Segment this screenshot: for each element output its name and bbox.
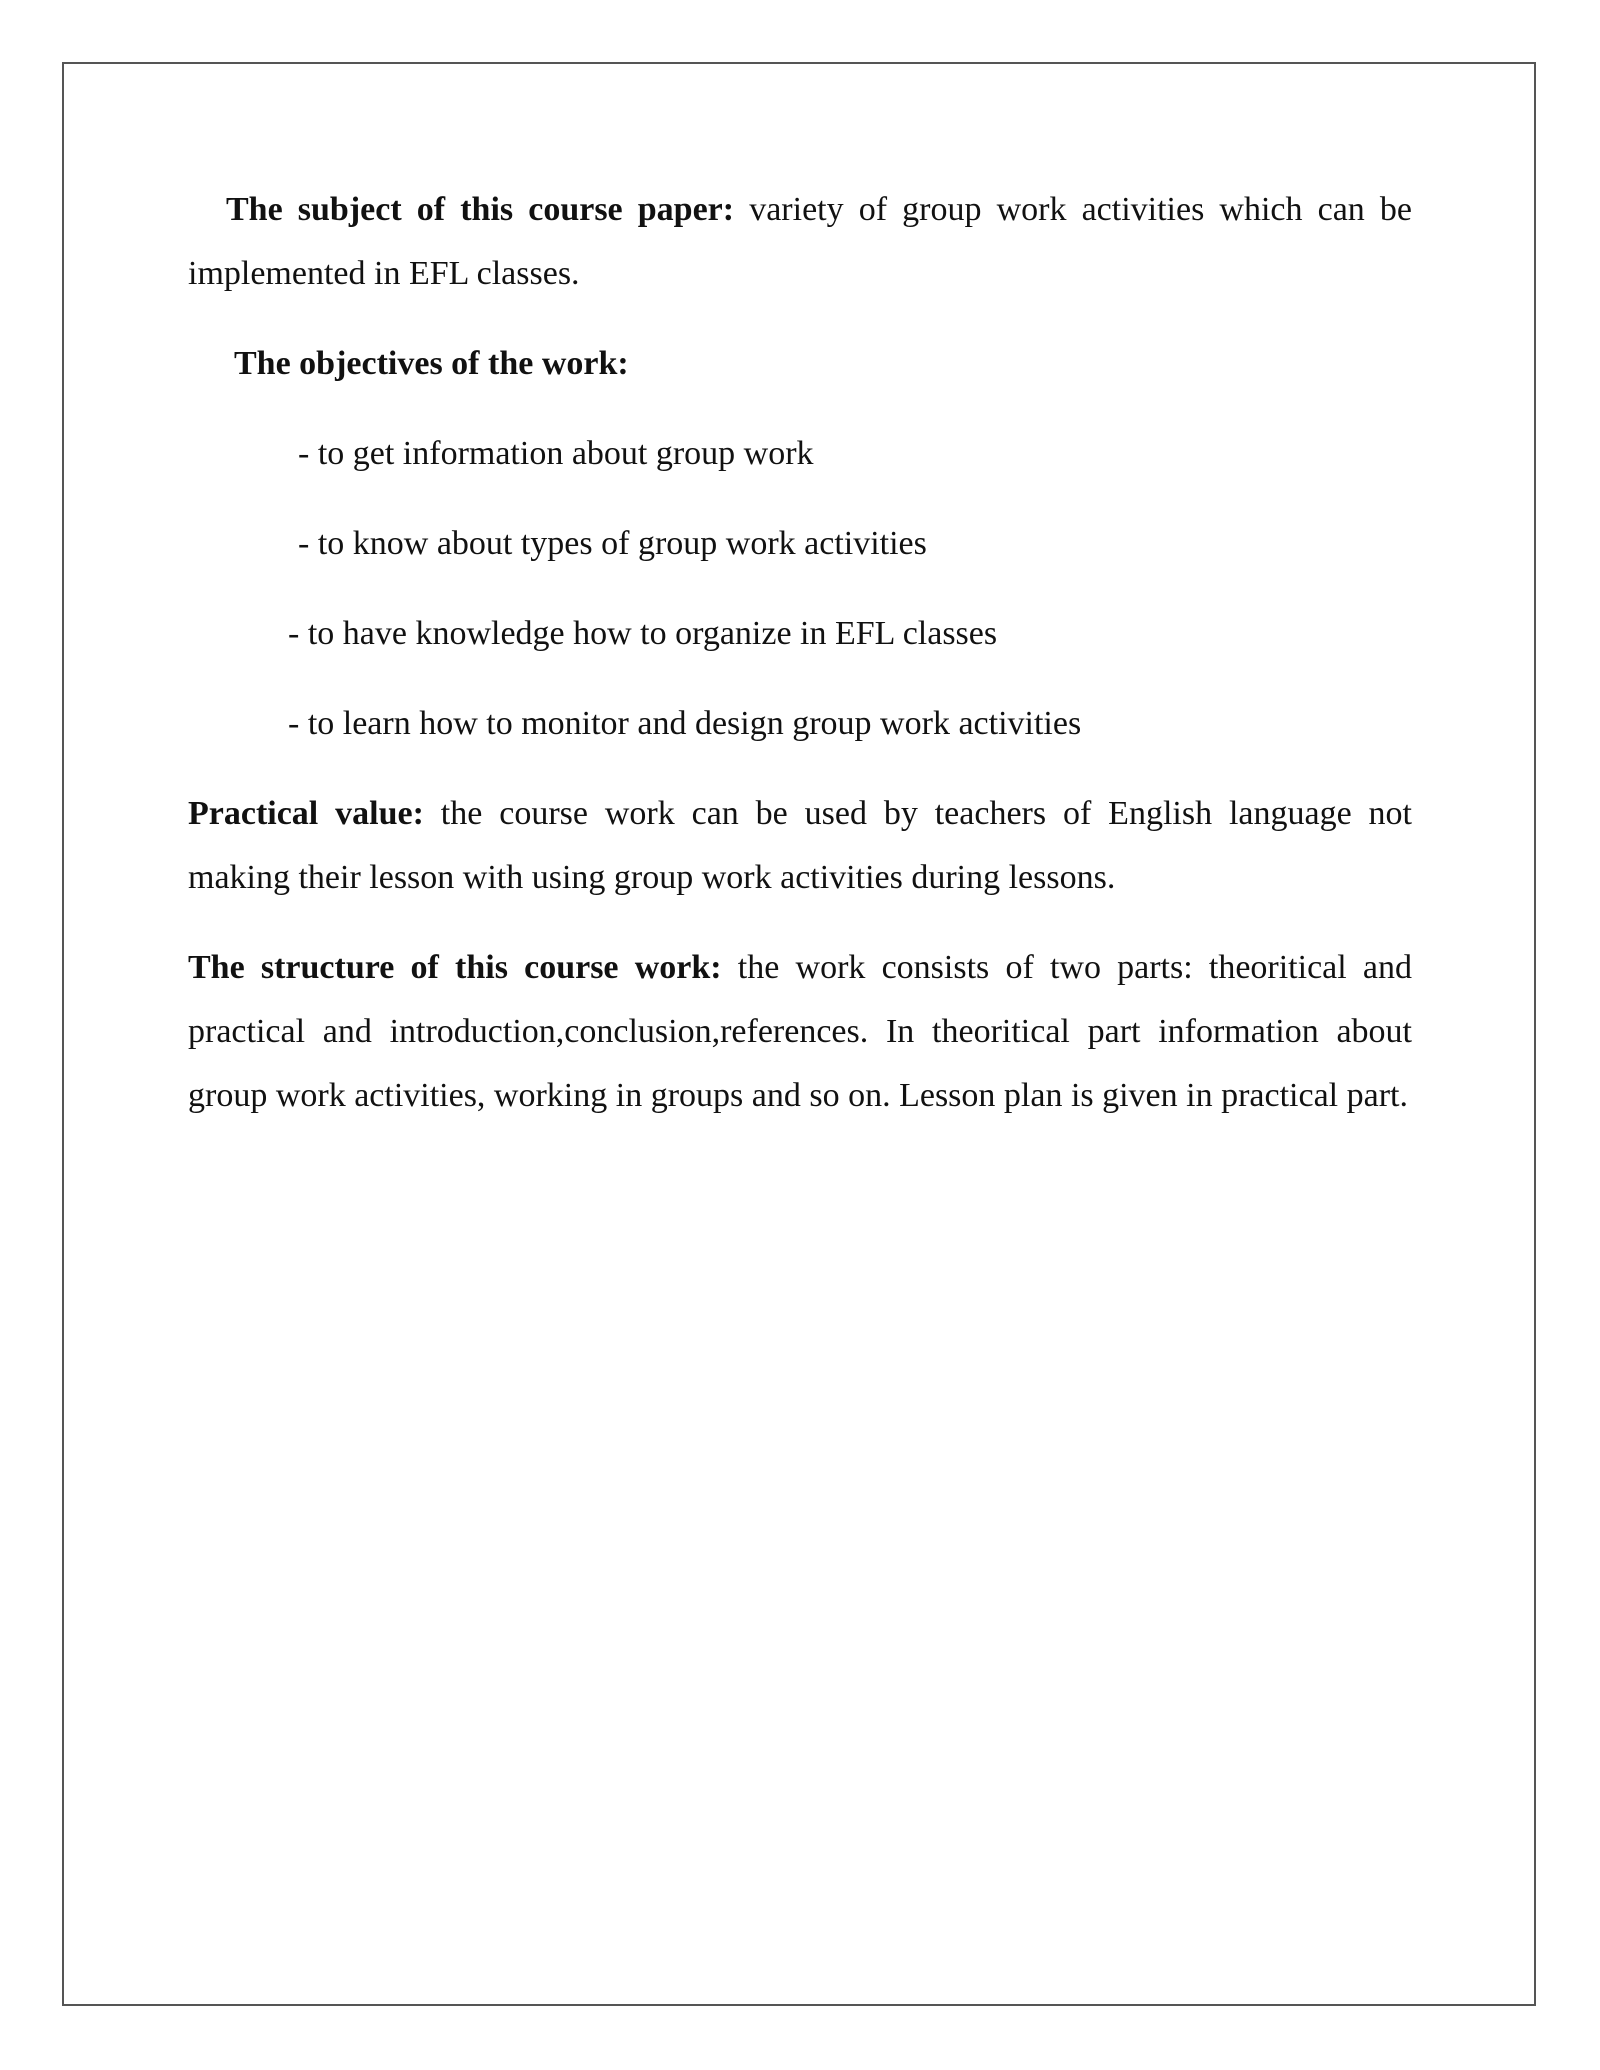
structure-text: the work consists of two parts: theoritical and practical and introduction,conclusion,references. In theoritical part information about group work activities, working in groups and so on. Lesson plan is given in practical part. [188, 949, 1412, 1114]
objective-item: - to have knowledge how to organize in EFL classes [288, 615, 998, 652]
structure-paragraph [188, 936, 1412, 1128]
subject-label: The subject of this course paper: [226, 191, 735, 228]
objective-item: - to learn how to monitor and design group work activities [288, 705, 1082, 742]
objective-item: - to know about types of group work activities [298, 525, 927, 562]
practical-value-label: Practical value: [188, 795, 424, 832]
subject-text: variety of group work activities which can be implemented in EFL classes. [188, 191, 1413, 292]
practical-value-paragraph [188, 782, 1412, 910]
objectives-heading: The objectives of the work: [234, 345, 629, 382]
objectives-list [188, 422, 1412, 756]
subject-paragraph [188, 178, 1412, 306]
document-body [188, 178, 1412, 1154]
structure-label: The structure of this course work: [188, 949, 722, 986]
practical-value-text: the course work can be used by teachers of English language not making their lesson with using group work activities during lessons. [188, 795, 1412, 896]
objective-item: - to get information about group work [298, 435, 814, 472]
